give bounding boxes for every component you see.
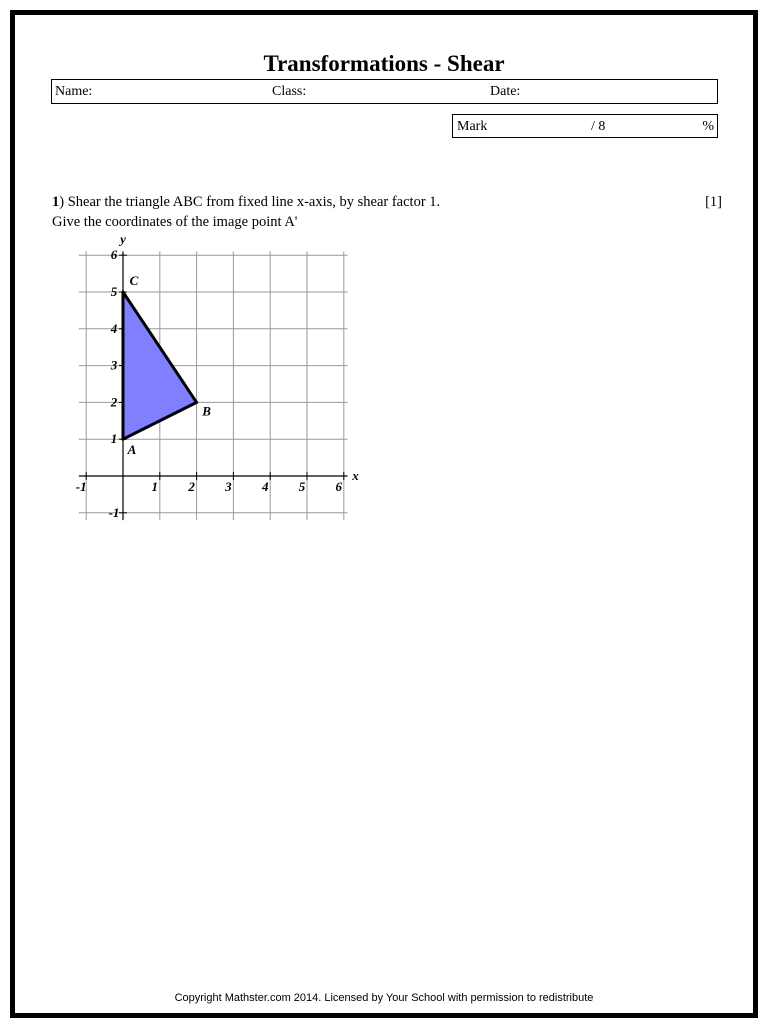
question-1 bbox=[52, 192, 722, 232]
y-tick-label: 3 bbox=[110, 357, 118, 373]
vertex-label-b: B bbox=[202, 403, 211, 419]
mark-label: Mark bbox=[457, 119, 488, 134]
worksheet-page bbox=[10, 10, 758, 1018]
y-tick-label: 6 bbox=[110, 247, 118, 263]
x-tick-label: 4 bbox=[261, 479, 269, 494]
y-tick-label: 1 bbox=[110, 431, 118, 447]
percent-label: % bbox=[702, 119, 714, 134]
vertex-label-c: C bbox=[129, 273, 139, 288]
x-tick-label: 3 bbox=[225, 479, 232, 494]
question-marks: [1] bbox=[705, 194, 722, 210]
question-number: 1 bbox=[52, 194, 60, 210]
mark-box bbox=[452, 114, 718, 138]
y-tick-label: -1 bbox=[108, 504, 120, 520]
x-tick-label: 6 bbox=[335, 479, 343, 494]
x-tick-label: 5 bbox=[298, 479, 306, 494]
vertex-label-a: A bbox=[127, 442, 137, 458]
question-line-1: ) Shear the triangle ABC from fixed line x-axis, by shear factor 1. bbox=[59, 194, 441, 210]
mark-total: / 8 bbox=[591, 119, 606, 134]
date-label: Date: bbox=[490, 84, 521, 99]
x-axis-label: x bbox=[352, 468, 359, 483]
x-tick-label: 2 bbox=[188, 479, 195, 494]
y-axis-label: y bbox=[120, 231, 126, 247]
y-tick-label: 2 bbox=[110, 394, 118, 410]
page-title: Transformations - Shear bbox=[263, 51, 505, 76]
name-label: Name: bbox=[55, 84, 93, 99]
class-label: Class: bbox=[272, 84, 307, 99]
x-tick-label: 1 bbox=[151, 479, 159, 494]
y-tick-label: 4 bbox=[110, 320, 118, 336]
student-info-box bbox=[51, 79, 718, 104]
coordinate-grid bbox=[62, 231, 362, 540]
x-tick-label: -1 bbox=[75, 479, 87, 494]
copyright-footer: Copyright Mathster.com 2014. Licensed by Your School with permission to redistribute bbox=[174, 992, 594, 1004]
y-tick-label: 5 bbox=[110, 284, 118, 299]
question-line-2: Give the coordinates of the image point A' bbox=[52, 214, 298, 230]
